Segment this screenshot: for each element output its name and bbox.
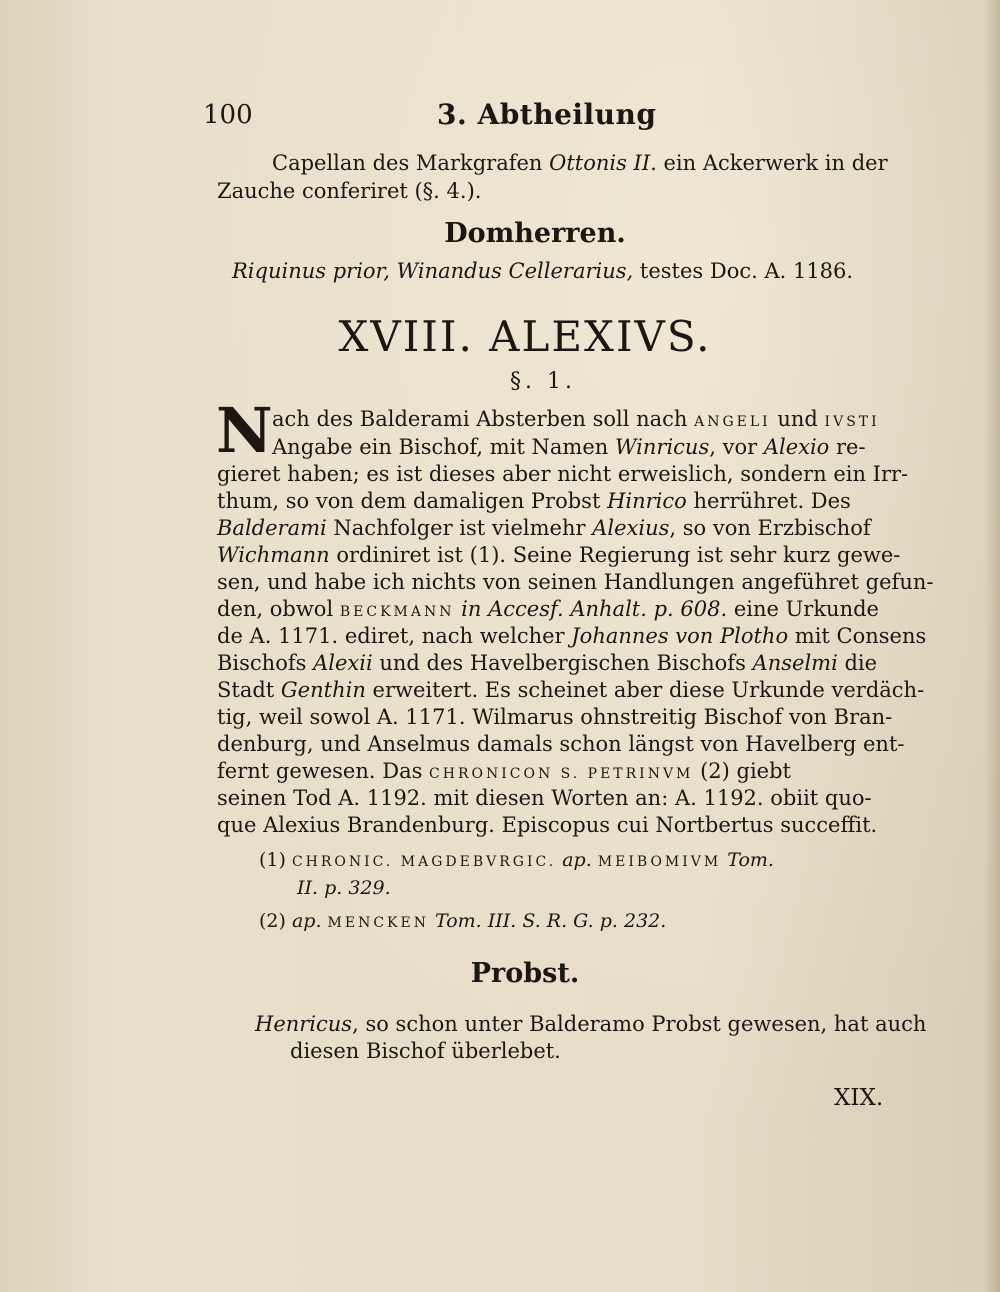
text-line: Capellan des Markgrafen Ottonis II. ein Ackerwerk in der <box>272 151 888 175</box>
chapter-title: XVIII. ALEXIVS. <box>338 312 712 361</box>
text-line: gieret haben; es ist dieses aber nicht erweislich, sondern ein Irr- <box>217 462 909 486</box>
text-line: Riquinus prior, Winandus Cellerarius, testes Doc. A. 1186. <box>232 259 854 283</box>
text-line: que Alexius Brandenburg. Episcopus cui Nortbertus succeffit. <box>217 813 878 837</box>
text-line: Angabe ein Bischof, mit Namen Winricus, vor Alexio re- <box>272 435 866 459</box>
text-line: seinen Tod A. 1192. mit diesen Worten an: A. 1192. obiit quo- <box>217 786 872 810</box>
footnote-1-continued: II. p. 329. <box>297 877 391 899</box>
section-heading-probst: Probst. <box>470 958 580 989</box>
text-line: den, obwol BECKMANN in Accesf. Anhalt. p. 608. eine Urkunde <box>217 597 879 621</box>
drop-cap: N <box>216 394 273 467</box>
page-number: 100 <box>203 100 253 130</box>
catchword: XIX. <box>834 1085 884 1111</box>
text-line: fernt gewesen. Das CHRONICON S. PETRINVM (2) giebt <box>217 759 791 783</box>
running-head: 3. Abtheilung <box>437 98 657 131</box>
text-line: thum, so von dem damaligen Probst Hinrico herrühret. Des <box>217 489 851 513</box>
text-line: Balderami Nachfolger ist vielmehr Alexius, so von Erzbischof <box>217 516 871 540</box>
text-line: Bischofs Alexii und des Havelbergischen Bischofs Anselmi die <box>217 651 878 675</box>
text-line: Henricus, so schon unter Balderamo Probst gewesen, hat auch <box>255 1012 927 1036</box>
page-edge-shadow <box>984 0 1000 1292</box>
text-line: Zauche conferiret (§. 4.). <box>217 179 482 203</box>
text-line: diesen Bischof überlebet. <box>290 1039 561 1063</box>
text-line: ach des Balderami Absterben soll nach ANGELI und IVSTI <box>272 407 880 431</box>
paragraph-sign: §. 1. <box>510 369 576 394</box>
bleed-through-shadow <box>230 1068 236 1092</box>
text-line: Wichmann ordiniret ist (1). Seine Regierung ist sehr kurz gewe- <box>217 543 901 567</box>
section-heading-domherren: Domherren. <box>444 218 626 249</box>
text-line: sen, und habe ich nichts von seinen Handlungen angeführet gefun- <box>217 570 934 594</box>
page-header <box>0 96 1000 136</box>
text-line: tig, weil sowol A. 1171. Wilmarus ohnstreitig Bischof von Bran- <box>217 705 893 729</box>
text-line: denburg, und Anselmus damals schon längst von Havelberg ent- <box>217 732 905 756</box>
text-line: Stadt Genthin erweitert. Es scheinet aber diese Urkunde verdäch- <box>217 678 925 702</box>
text-line: de A. 1171. ediret, nach welcher Johannes von Plotho mit Consens <box>217 624 927 648</box>
footnote-2: (2) ap. MENCKEN Tom. III. S. R. G. p. 232. <box>259 910 667 932</box>
footnote-1: (1) CHRONIC. MAGDEBVRGIC. ap. MEIBOMIVM Tom. <box>259 849 774 871</box>
